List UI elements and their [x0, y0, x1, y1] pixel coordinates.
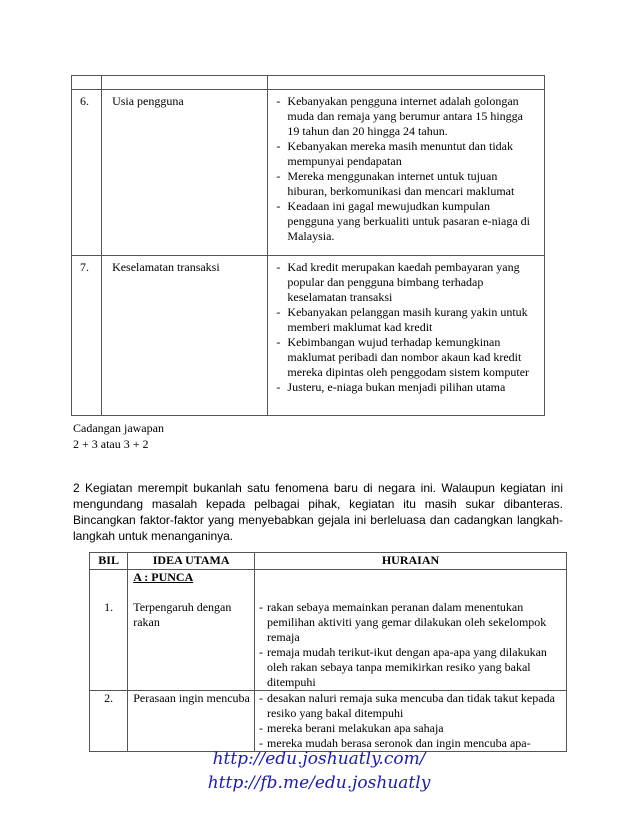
table-row [72, 256, 545, 416]
list-item: - rakan sebaya memainkan peranan dalam menentukan pemilihan aktiviti yang gemar dilakukan oleh sekelompok remaja [259, 600, 547, 644]
list-item: - Kad kredit merupakan kaedah pembayaran yang popular dan pengguna bimbang terhadap keselamatan transaksi [276, 260, 520, 304]
table-row [72, 90, 545, 256]
answer-label: Cadangan jawapan [73, 421, 164, 435]
factors-table [71, 75, 545, 416]
row-points [268, 90, 545, 256]
list-item: - Kebanyakan pengguna internet adalah golongan muda dan remaja yang berumur antara 15 hingga 19 tahun dan 20 hingga 24 tahun. [276, 94, 523, 138]
list-item: - Kebanyakan mereka masih menuntut dan tidak mempunyai pendapatan [276, 139, 513, 168]
footer-link-facebook[interactable]: http://fb.me/edu.joshuatly [207, 773, 431, 793]
header-bil: BIL [90, 553, 128, 570]
row-number: 7. [72, 256, 102, 416]
row-number: 2. [90, 691, 128, 752]
question-text: 2 Kegiatan merempit bukanlah satu fenomena baru di negara ini. Walaupun kegiatan ini mengundang masalah kepada pelbagai pihak, kegiatan itu masih sukar dibanteras. Bincangkan faktor-faktor yang menyebabkan gejala ini berleluasa dan cadangkan langkah-langkah untuk menanganinya. [73, 481, 563, 543]
list-item: - mereka mudah berasa seronok dan ingin mencuba apa- [259, 736, 531, 750]
row-aspect: Usia pengguna [102, 90, 268, 256]
list-item: - Kebanyakan pelanggan masih kurang yakin untuk memberi maklumat kad kredit [276, 305, 528, 334]
answer-table [89, 552, 567, 752]
row-number: 1. [104, 600, 114, 614]
header-huraian: HURAIAN [255, 553, 567, 570]
suggested-answer [73, 421, 164, 453]
header-idea: IDEA UTAMA [128, 553, 255, 570]
row-aspect: Keselamatan transaksi [102, 256, 268, 416]
table-row [90, 570, 567, 691]
row-idea: Terpengaruh dengan rakan [133, 600, 232, 629]
list-item: - Kebimbangan wujud terhadap kemungkinan maklumat peribadi dan nombor akaun kad kredit mereka dipintas oleh penggodam sistem komputer [276, 335, 530, 379]
answer-formula: 2 + 3 atau 3 + 2 [73, 437, 149, 451]
list-item: - remaja mudah terikut-ikut dengan apa-apa yang dilakukan oleh rakan sebaya tanpa memikirkan resiko yang bakal ditempuhi [259, 645, 547, 689]
table-row [90, 691, 567, 752]
list-item: - desakan naluri remaja suka mencuba dan tidak takut kepada resiko yang bakal ditempuhi [259, 691, 555, 720]
table-header-row [90, 553, 567, 570]
row-idea: Perasaan ingin mencuba [128, 691, 255, 752]
list-item: - Justeru, e-niaga bukan menjadi pilihan utama [276, 380, 506, 394]
row-points [268, 256, 545, 416]
list-item: - mereka berani melakukan apa sahaja [259, 721, 444, 735]
row-number: 6. [72, 90, 102, 256]
table-row [72, 76, 545, 90]
list-item: - Mereka menggunakan internet untuk tujuan hiburan, berkomunikasi dan mencari maklumat [276, 169, 515, 198]
footer-link-website[interactable]: http://edu.joshuatly.com/ [212, 749, 426, 769]
section-heading: A : PUNCA [133, 570, 194, 584]
list-item: - Keadaan ini gagal mewujudkan kumpulan pengguna yang berkualiti untuk pasaran e-niaga di Malaysia. [276, 199, 530, 243]
